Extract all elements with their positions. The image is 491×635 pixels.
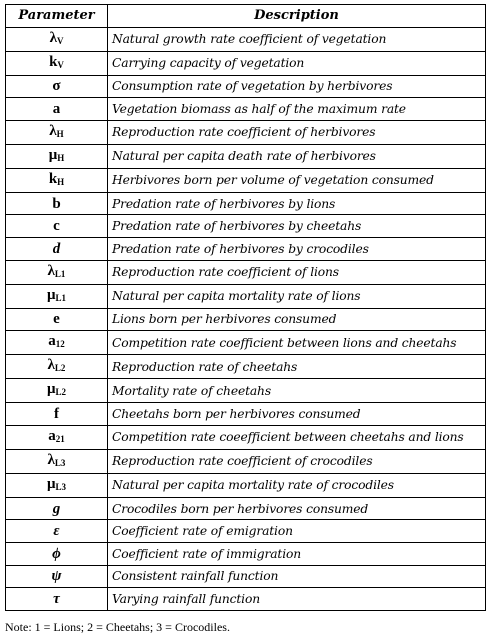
symbol-text: k bbox=[49, 53, 58, 70]
parameter-description: Reproduction rate coefficient of lions bbox=[108, 260, 486, 284]
parameter-symbol bbox=[6, 27, 108, 51]
symbol-text: b bbox=[52, 195, 61, 212]
parameter-symbol bbox=[6, 120, 108, 144]
parameter-symbol bbox=[6, 449, 108, 473]
parameter-symbol bbox=[6, 51, 108, 75]
table-row bbox=[6, 449, 486, 473]
parameter-description: Herbivores born per volume of vegetation consumed bbox=[108, 168, 486, 192]
parameter-table-container bbox=[5, 4, 486, 635]
symbol-text: ϕ bbox=[52, 545, 61, 562]
parameter-symbol bbox=[6, 565, 108, 588]
parameter-description: Coefficient rate of emigration bbox=[108, 520, 486, 543]
symbol-text: d bbox=[52, 240, 61, 257]
parameter-symbol bbox=[6, 215, 108, 238]
symbol-subscript: V bbox=[57, 59, 64, 70]
table-row bbox=[6, 403, 486, 426]
table-row bbox=[6, 215, 486, 238]
table-row bbox=[6, 355, 486, 379]
parameter-description: Predation rate of herbivores by lions bbox=[108, 192, 486, 215]
table-header-row bbox=[6, 5, 486, 28]
parameter-symbol bbox=[6, 98, 108, 121]
table-row bbox=[6, 497, 486, 520]
table-row bbox=[6, 379, 486, 403]
parameter-description: Consumption rate of vegetation by herbivores bbox=[108, 75, 486, 98]
parameter-symbol bbox=[6, 308, 108, 331]
table-row bbox=[6, 27, 486, 51]
parameter-description: Competition rate coefficient between lions and cheetahs bbox=[108, 331, 486, 355]
parameter-description: Natural per capita death rate of herbivores bbox=[108, 144, 486, 168]
table-body bbox=[6, 27, 486, 610]
parameter-description: Reproduction rate coefficient of herbivores bbox=[108, 120, 486, 144]
parameter-description: Mortality rate of cheetahs bbox=[108, 379, 486, 403]
symbol-text: μ bbox=[46, 381, 56, 398]
symbol-text: a bbox=[48, 427, 56, 444]
table-row bbox=[6, 120, 486, 144]
symbol-text: g bbox=[52, 500, 61, 517]
parameter-symbol bbox=[6, 379, 108, 403]
parameter-symbol bbox=[6, 403, 108, 426]
symbol-text: ε bbox=[53, 523, 60, 540]
table-row bbox=[6, 51, 486, 75]
table-row bbox=[6, 331, 486, 355]
table-row bbox=[6, 237, 486, 260]
table-row bbox=[6, 284, 486, 308]
table-row bbox=[6, 308, 486, 331]
symbol-text: f bbox=[54, 405, 59, 422]
parameter-table bbox=[5, 4, 486, 611]
parameter-description: Natural per capita mortality rate of lions bbox=[108, 284, 486, 308]
symbol-text: k bbox=[48, 170, 58, 187]
table-row bbox=[6, 473, 486, 497]
parameter-symbol bbox=[6, 355, 108, 379]
table-row bbox=[6, 192, 486, 215]
table-note: Note: 1 = Lions; 2 = Cheetahs; 3 = Crocodiles. bbox=[5, 619, 230, 634]
symbol-text: λ bbox=[47, 451, 55, 468]
symbol-text: μ bbox=[48, 146, 58, 163]
symbol-subscript: H bbox=[57, 152, 65, 163]
parameter-description: Competition rate coeefficient between cheetahs and lions bbox=[108, 425, 486, 449]
symbol-text: λ bbox=[47, 357, 55, 374]
parameter-symbol bbox=[6, 237, 108, 260]
symbol-text: λ bbox=[49, 29, 57, 46]
table-row bbox=[6, 520, 486, 543]
parameter-symbol bbox=[6, 168, 108, 192]
table-row bbox=[6, 144, 486, 168]
table-row bbox=[6, 168, 486, 192]
table-row bbox=[6, 542, 486, 565]
symbol-subscript: V bbox=[56, 35, 64, 46]
parameter-description: Predation rate of herbivores by crocodiles bbox=[108, 237, 486, 260]
parameter-symbol bbox=[6, 284, 108, 308]
parameter-symbol bbox=[6, 588, 108, 611]
symbol-subscript: 21 bbox=[55, 433, 65, 444]
parameter-description: Predation rate of herbivores by cheetahs bbox=[108, 215, 486, 238]
parameter-symbol bbox=[6, 520, 108, 543]
table-row bbox=[6, 425, 486, 449]
symbol-text: c bbox=[53, 218, 60, 235]
symbol-text: τ bbox=[53, 590, 60, 607]
parameter-description: Consistent rainfall function bbox=[108, 565, 486, 588]
table-row bbox=[6, 98, 486, 121]
symbol-subscript: L3 bbox=[54, 457, 66, 468]
parameter-description: Cheetahs born per herbivores consumed bbox=[108, 403, 486, 426]
symbol-subscript: L1 bbox=[54, 268, 66, 279]
parameter-description: Varying rainfall function bbox=[108, 588, 486, 611]
symbol-subscript: L3 bbox=[55, 481, 67, 492]
symbol-text: a bbox=[52, 100, 61, 117]
symbol-subscript: H bbox=[56, 128, 64, 139]
parameter-symbol bbox=[6, 144, 108, 168]
parameter-description: Lions born per herbivores consumed bbox=[108, 308, 486, 331]
symbol-text: ψ bbox=[51, 568, 62, 585]
parameter-description: Natural growth rate coefficient of vegetation bbox=[108, 27, 486, 51]
parameter-description: Vegetation biomass as half of the maximum rate bbox=[108, 98, 486, 121]
symbol-subscript: H bbox=[57, 176, 65, 187]
parameter-description: Coefficient rate of immigration bbox=[108, 542, 486, 565]
symbol-subscript: 12 bbox=[55, 339, 65, 350]
symbol-text: μ bbox=[46, 475, 56, 492]
table-row bbox=[6, 565, 486, 588]
table-row bbox=[6, 588, 486, 611]
symbol-text: λ bbox=[47, 262, 55, 279]
description-column-header: Description bbox=[108, 5, 486, 28]
parameter-symbol bbox=[6, 425, 108, 449]
parameter-symbol bbox=[6, 192, 108, 215]
table-row bbox=[6, 260, 486, 284]
parameter-description: Reproduction rate of cheetahs bbox=[108, 355, 486, 379]
parameter-column-header: Parameter bbox=[6, 5, 108, 28]
parameter-symbol bbox=[6, 260, 108, 284]
parameter-symbol bbox=[6, 331, 108, 355]
symbol-text: λ bbox=[49, 122, 57, 139]
parameter-symbol bbox=[6, 497, 108, 520]
symbol-subscript: L2 bbox=[54, 363, 66, 374]
parameter-symbol bbox=[6, 473, 108, 497]
symbol-subscript: L2 bbox=[55, 387, 67, 398]
symbol-text: e bbox=[53, 311, 60, 328]
symbol-text: μ bbox=[46, 286, 56, 303]
parameter-description: Natural per capita mortality rate of crocodiles bbox=[108, 473, 486, 497]
symbol-text: a bbox=[48, 333, 56, 350]
parameter-description: Carrying capacity of vegetation bbox=[108, 51, 486, 75]
parameter-description: Reproduction rate coefficient of crocodiles bbox=[108, 449, 486, 473]
table-row bbox=[6, 75, 486, 98]
symbol-subscript: L1 bbox=[55, 292, 67, 303]
symbol-text: σ bbox=[52, 78, 61, 95]
parameter-description: Crocodiles born per herbivores consumed bbox=[108, 497, 486, 520]
parameter-symbol bbox=[6, 75, 108, 98]
parameter-symbol bbox=[6, 542, 108, 565]
